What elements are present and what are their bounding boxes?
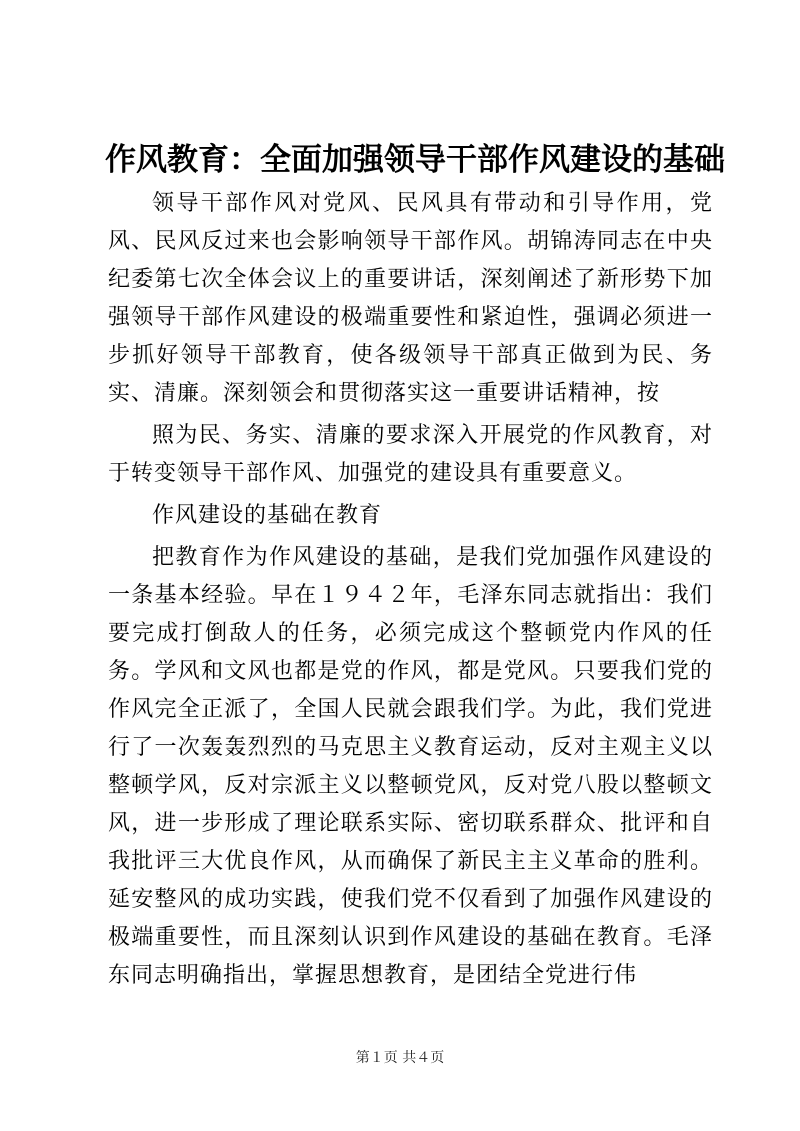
paragraph-main: 把教育作为作风建设的基础，是我们党加强作风建设的一条基本经验。早在１９４２年，毛泽东同志就指出：我们要完成打倒敌人的任务，必须完成这个整顿党内作风的任务。学风和文风也都是党的作风，都是党风。只要我们党的作风完全正派了，全国人民就会跟我们学。为此，我们党进行了一次轰轰烈烈的马克思主义教育运动，反对主观主义以整顿学风，反对宗派主义以整顿党风，反对党八股以整顿文风，进一步形成了理论联系实际、密切联系群众、批评和自我批评三大优良作风，从而确保了新民主主义革命的胜利。延安整风的成功实践，使我们党不仅看到了加强作风建设的极端重要性，而且深刻认识到作风建设的基础在教育。毛泽东同志明确指出，掌握思想教育，是团结全党进行伟 <box>108 545 713 988</box>
paragraph-intro: 领导干部作风对党风、民风具有带动和引导作用，党风、民风反过来也会影响领导干部作风。胡锦涛同志在中央纪委第七次全体会议上的重要讲话，深刻阐述了新形势下加强领导干部作风建设的极端重要性和紧迫性，强调必须进一步抓好领导干部教育，使各级领导干部真正做到为民、务实、清廉。深刻领会和贯彻落实这一重要讲话精神，按 <box>108 191 713 406</box>
document-body <box>108 185 713 995</box>
document-title: 作风教育：全面加强领导干部作风建设的基础 <box>105 142 725 178</box>
page-footer: 第１页 共４页 <box>355 1050 445 1066</box>
paragraph-continuation: 照为民、务实、清廉的要求深入开展党的作风教育，对于转变领导干部作风、加强党的建设具有重要意义。 <box>108 423 713 486</box>
section-heading: 作风建设的基础在教育 <box>152 503 383 528</box>
